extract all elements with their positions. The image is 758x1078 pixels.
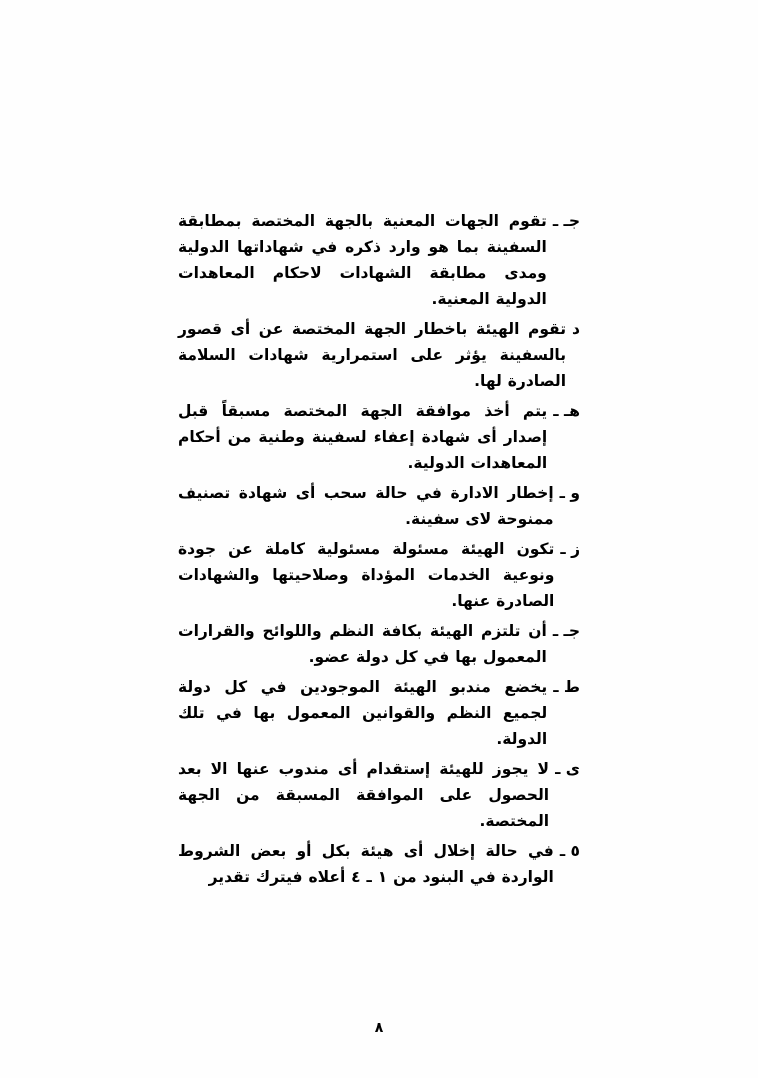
clause-text: تقوم الهيئة باخطار الجهة المختصة عن أى قصور بالسفينة يؤثر على استمرارية شهادات السلامة الصادرة لها. [178,320,567,390]
clause-marker: و ـ [559,484,580,502]
clause-text: يتم أخذ موافقة الجهة المختصة مسبقاً قبل إصدار أى شهادة إعفاء لسفينة وطنية من أحكام المعاهدات الدولية. [178,402,548,472]
clause-text: لا يجوز للهيئة إستقدام أى مندوب عنها الا بعد الحصول على الموافقة المسبقة من الجهة المختصة. [178,760,550,830]
clause-item [178,674,580,752]
document-body [178,208,580,894]
clause-marker: ز ـ [560,540,580,558]
clause-marker: ط ـ [553,678,580,696]
clause-item [178,398,580,476]
clause-item [178,316,580,394]
clause-item [178,618,580,670]
clause-item [178,480,580,532]
clause-text: تقوم الجهات المعنية بالجهة المختصة بمطابقة السفينة بما هو وارد ذكره في شهاداتها الدولية ومدى مطابقة الشهادات لاحكام المعاهدات الدولية المعنية. [178,212,547,308]
clause-item [178,756,580,834]
clause-text: في حالة إخلال أى هيئة بكل أو بعض الشروط الواردة في البنود من ١ ـ ٤ أعلاه فيترك تقدير [178,842,554,886]
clause-marker: ى ـ [555,760,580,778]
clause-marker: د [572,320,580,338]
clause-text: تكون الهيئة مسئولة مسئولية كاملة عن جودة ونوعية الخدمات المؤداة وصلاحيتها والشهادات الصادرة عنها. [178,540,555,610]
clause-text: يخضع مندبو الهيئة الموجودين في كل دولة لجميع النظم والقوانين المعمول بها في تلك الدولة. [178,678,548,748]
clause-marker: جـ ـ [552,212,580,230]
clause-item [178,208,580,312]
page-number: ٨ [374,1020,384,1036]
clause-item [178,838,580,890]
clause-text: إخطار الادارة في حالة سحب أى شهادة تصنيف ممنوحة لاى سفينة. [178,484,554,528]
clause-marker: ٥ ـ [559,842,580,860]
clause-text: أن تلتزم الهيئة بكافة النظم واللوائح والقرارات المعمول بها في كل دولة عضو. [178,622,547,666]
clause-item [178,536,580,614]
clause-marker: هـ ـ [553,402,580,420]
clause-marker: جـ ـ [552,622,580,640]
